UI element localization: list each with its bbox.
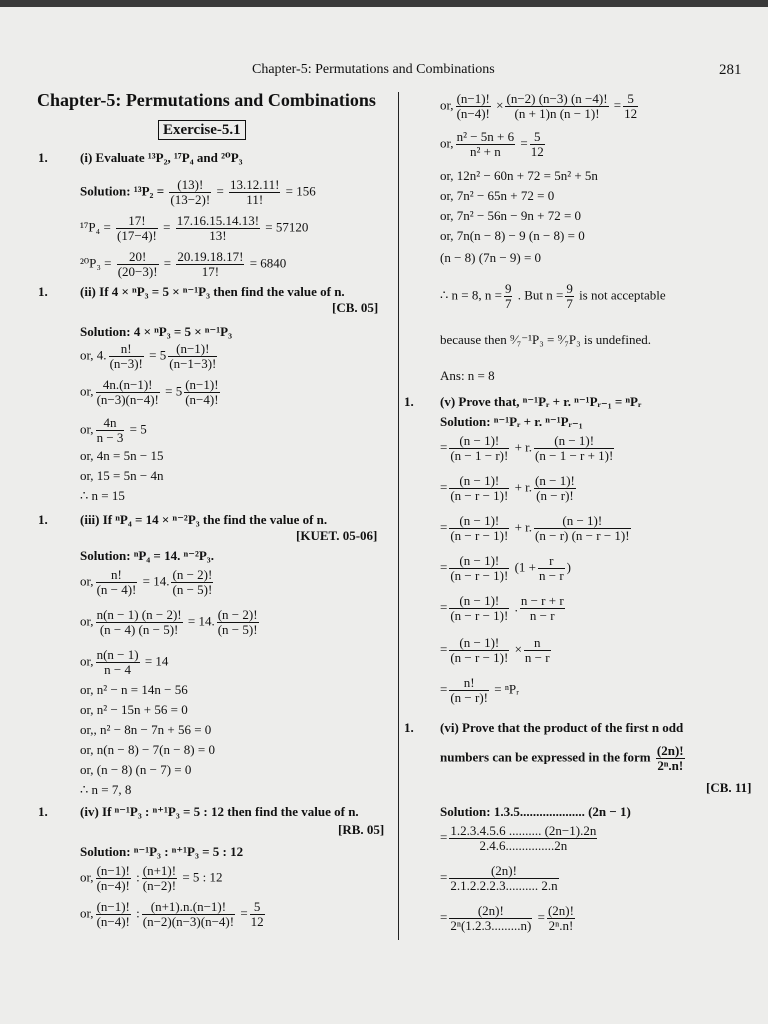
- q2-board-tag: [CB. 05]: [332, 300, 379, 315]
- q3-board-tag: [KUET. 05-06]: [296, 528, 378, 543]
- q2-answer: ∴ n = 15: [80, 488, 125, 503]
- fraction: $\frac{(n - 1)!}{(n - 1 - r + 1)!}$: [535, 433, 614, 463]
- q3-step3: or, $\frac{n(n - 1)}{n - 4}$ = 14: [80, 647, 169, 677]
- q3-solution-label: Solution: ⁿP₄ = 14. ⁿ⁻²P₃.: [80, 548, 214, 563]
- q2-step1: or, 4. $\frac{n!}{(n-3)!}$ = 5 $\frac{(n-1)!}{(n-1-3)!}$: [80, 341, 217, 371]
- q2-question: (ii) If 4 × ⁿP₃ = 5 × ⁿ⁻¹P₃ then find the value of n.: [80, 284, 345, 299]
- q4-cont-step7: or, 7n² − 56n − 9n + 72 = 0: [440, 208, 582, 223]
- fraction: $\frac{5}{12}$: [530, 129, 544, 159]
- q3-step5: or, n² − 15n + 56 = 0: [80, 702, 188, 717]
- q4-board-tag: [RB. 05]: [338, 822, 385, 837]
- q3-step2: or, $\frac{n(n - 1) (n - 2)!}{(n - 4) (n - 5)!}$ = 14. $\frac{(n - 2)!}{(n - 5)!}$: [80, 607, 258, 637]
- fraction: $\frac{n(n - 1) (n - 2)!}{(n - 4) (n - 5)!}$: [96, 607, 182, 637]
- fraction: $\frac{n!}{(n - 4)!}$: [96, 567, 137, 597]
- fraction: $\frac{(n+1).n.(n-1)!}{(n-2)(n-3)(n-4)!}$: [142, 899, 235, 929]
- q5-step7: = $\frac{n!}{(n - r)!}$ = ⁿPᵣ: [440, 675, 520, 705]
- q2-step4: or, 4n = 5n − 15: [80, 448, 164, 463]
- q3-question: (iii) If ⁿP₄ = 14 × ⁿ⁻²P₃ the find the value of n.: [80, 512, 328, 527]
- q3-answer: ∴ n = 7, 8: [80, 782, 132, 797]
- q6-step2: = $\frac{(2n)!}{2.1.2.2.2.3.......... 2.n}$: [440, 863, 558, 893]
- q4-step2: or, $\frac{(n-1)!}{(n-4)!}$ : $\frac{(n+1).n.(n-1)!}{(n-2)(n-3)(n-4)!}$ = $\frac{5}{12}$: [80, 899, 264, 929]
- q5-step6: = $\frac{(n - 1)!}{(n - r - 1)!}$ × $\frac{n}{n - r}$: [440, 635, 550, 665]
- q3-step6: or,, n² − 8n − 7n + 56 = 0: [80, 722, 212, 737]
- fraction: $\frac{(2n)!}{\text{2ⁿ(1.2.3.........n)}}$: [450, 903, 532, 933]
- fraction: $\frac{4n.(n-1)!}{(n-3)(n-4)!}$: [96, 377, 159, 407]
- q2-step2: or, $\frac{4n.(n-1)!}{(n-3)(n-4)!}$ = 5 $\frac{(n-1)!}{(n-4)!}$: [80, 377, 219, 407]
- q5-step2: = $\frac{(n - 1)!}{(n - r - 1)!}$ + r. $\frac{(n - 1)!}{(n - r)!}$: [440, 473, 575, 503]
- q6-number: 1.: [404, 720, 414, 735]
- q1-line-13p2: Solution: ¹³P₂ = $\frac{(13)!}{(13-2)!}$ = $\frac{13.12.11!}{11!}$ = 156: [80, 177, 316, 207]
- fraction: $\frac{5}{12}$: [624, 91, 638, 121]
- fraction: $\frac{4n}{n - 3}$: [96, 415, 124, 445]
- q5-step5: = $\frac{(n - 1)!}{(n - r - 1)!}$ . $\frac{n - r + r}{n - r}$: [440, 593, 564, 623]
- fraction: $\frac{n - r + r}{n - r}$: [520, 593, 564, 623]
- q6-question-line2: numbers can be expressed in the form $\frac{(2n)!}{\text{2ⁿ.n!}}$: [440, 743, 684, 773]
- fraction: $\frac{(n-1)!}{(n-1-3)!}$: [169, 341, 217, 371]
- q3-step7: or, n(n − 8) − 7(n − 8) = 0: [80, 742, 215, 757]
- fraction: $\frac{17.16.15.14.13!}{13!}$: [176, 213, 260, 243]
- fraction: $\frac{20.19.18.17!}{17!}$: [177, 249, 244, 279]
- q4-cont-step11: because then ⁹⁄₇⁻¹P₃ = ⁹⁄₇P₃ is undefined.: [440, 332, 652, 347]
- q5-step4: = $\frac{(n - 1)!}{(n - r - 1)!}$ (1 + $\frac{r}{n - r}$ ): [440, 553, 572, 583]
- q4-cont-step3: or, $\frac{(n-1)!}{(n-4)!}$ × $\frac{(n-2) (n-3) (n -4)!}{(n + 1)n (n - 1)!}$ = $\frac{5}{12}$: [440, 91, 638, 121]
- q4-solution-label: Solution: ⁿ⁻¹P₃ : ⁿ⁺¹P₃ = 5 : 12: [80, 844, 244, 859]
- q4-cont-step9: (n − 8) (7n − 9) = 0: [440, 250, 542, 265]
- fraction: $\frac{(2n)!}{2.1.2.2.2.3.......... 2.n}$: [450, 863, 558, 893]
- q3-step8: or, (n − 8) (n − 7) = 0: [80, 762, 192, 777]
- fraction: $\frac{(n - 2)!}{(n - 5)!}$: [217, 607, 258, 637]
- fraction: $\frac{(2n)!}{\text{2ⁿ.n!}}$: [656, 743, 684, 773]
- q2-step5: or, 15 = 5n − 4n: [80, 468, 164, 483]
- q5-step3: = $\frac{(n - 1)!}{(n - r - 1)!}$ + r. $\frac{(n - 1)!}{(n - r) (n - r - 1)!}$: [440, 513, 630, 543]
- top-edge-bar: [0, 0, 768, 7]
- fraction: $\frac{13.12.11!}{11!}$: [230, 177, 280, 207]
- chapter-title: Chapter-5: Permutations and Combinations: [37, 90, 376, 110]
- q6-solution-label: Solution: 1.3.5.................... (2n − 1): [440, 804, 631, 819]
- q4-cont-step6: or, 7n² − 65n + 72 = 0: [440, 188, 555, 203]
- q4-question: (iv) If ⁿ⁻¹P₃ : ⁿ⁺¹P₃ = 5 : 12 then find the value of n.: [80, 804, 359, 819]
- running-header-chapter: Chapter-5: Permutations and Combinations: [252, 62, 495, 77]
- q2-solution-label: Solution: 4 × ⁿP₃ = 5 × ⁿ⁻¹P₃: [80, 324, 233, 339]
- fraction: $\frac{(2n)!}{\text{2ⁿ.n!}}$: [547, 903, 574, 933]
- fraction: $\frac{17!}{(17-4)!}$: [117, 213, 157, 243]
- q6-board-tag: [CB. 11]: [706, 780, 752, 795]
- fraction: $\frac{(n - 1)!}{(n - r - 1)!}$: [450, 513, 509, 543]
- fraction: $\frac{(n-2) (n-3) (n -4)!}{(n + 1)n (n - 1)!}$: [506, 91, 608, 121]
- q1-number: 1.: [38, 150, 48, 165]
- fraction: $\frac{20!}{(20-3)!}$: [117, 249, 158, 279]
- fraction: $\frac{9}{7}$: [504, 281, 512, 311]
- fraction: $\frac{n}{n - r}$: [524, 635, 550, 665]
- fraction: $\frac{5}{12}$: [250, 899, 264, 929]
- fraction: $\frac{n!}{(n-3)!}$: [109, 341, 143, 371]
- fraction: $\frac{(n - 1)!}{(n - r) (n - r - 1)!}$: [535, 513, 630, 543]
- q4-cont-step10: ∴ n = 8, n = $\frac{9}{7}$ . But n = $\frac{9}{7}$ is not acceptable: [440, 281, 666, 311]
- q5-number: 1.: [404, 394, 414, 409]
- fraction: $\frac{(n+1)!}{(n-2)!}$: [142, 863, 177, 893]
- q4-step1: or, $\frac{(n-1)!}{(n-4)!}$ : $\frac{(n+1)!}{(n-2)!}$ = 5 : 12: [80, 863, 223, 893]
- fraction: $\frac{\text{n² − 5n + 6}}{\text{n² + n}}$: [456, 129, 515, 159]
- q3-step1: or, $\frac{n!}{(n - 4)!}$ = 14. $\frac{(n - 2)!}{(n - 5)!}$: [80, 567, 213, 597]
- fraction: $\frac{r}{n - r}$: [539, 553, 564, 583]
- fraction: $\frac{n!}{(n - r)!}$: [450, 675, 488, 705]
- exercise-heading: Exercise-5.1: [158, 122, 246, 138]
- q6-step1: = $\frac{1.2.3.4.5.6 .......... (2n-1).2n}{2.4.6...............2n}$: [440, 823, 597, 853]
- q4-cont-step8: or, 7n(n − 8) − 9 (n − 8) = 0: [440, 228, 585, 243]
- fraction: $\frac{(n-1)!}{(n-4)!}$: [185, 377, 219, 407]
- q6-step3: = $\frac{(2n)!}{\text{2ⁿ(1.2.3.........n)}}$ = $\frac{(2n)!}{\text{2ⁿ.n!}}$: [440, 903, 574, 933]
- q5-step1: = $\frac{(n - 1)!}{(n - 1 - r)!}$ + r. $\frac{(n - 1)!}{(n - 1 - r + 1)!}$: [440, 433, 614, 463]
- q5-solution-label: Solution: ⁿ⁻¹Pᵣ + r. ⁿ⁻¹Pᵣ₋₁: [440, 414, 583, 429]
- q1-line-17p4: ¹⁷P₄ = $\frac{17!}{(17-4)!}$ = $\frac{17.16.15.14.13!}{13!}$ = 57120: [80, 213, 309, 243]
- fraction: $\frac{1.2.3.4.5.6 .......... (2n-1).2n}{2.4.6...............2n}$: [450, 823, 597, 853]
- fraction: $\frac{(n-1)!}{(n-4)!}$: [456, 91, 490, 121]
- q2-step3: or, $\frac{4n}{n - 3}$ = 5: [80, 415, 147, 445]
- fraction: $\frac{(n-1)!}{(n-4)!}$: [96, 863, 130, 893]
- fraction: $\frac{9}{7}$: [566, 281, 573, 311]
- q4-final-answer: Ans: n = 8: [440, 368, 495, 383]
- q5-question: (v) Prove that, ⁿ⁻¹Pᵣ + r. ⁿ⁻¹Pᵣ₋₁ = ⁿPᵣ: [440, 394, 642, 409]
- fraction: $\frac{(n - 2)!}{(n - 5)!}$: [172, 567, 213, 597]
- fraction: $\frac{(n - 1)!}{(n - r - 1)!}$: [450, 635, 509, 665]
- q6-question: (vi) Prove that the product of the first n odd: [440, 720, 684, 735]
- q1-line-20p3: ²⁰P₃ = $\frac{20!}{(20-3)!}$ = $\frac{20.19.18.17!}{17!}$ = 6840: [80, 249, 287, 279]
- column-divider: [398, 92, 399, 940]
- page-number: 281: [719, 62, 742, 78]
- q2-number: 1.: [38, 284, 48, 299]
- fraction: $\frac{(n - 1)!}{(n - r - 1)!}$: [450, 553, 509, 583]
- q4-cont-step4: or, $\frac{\text{n² − 5n + 6}}{\text{n² + n}}$ = $\frac{5}{12}$: [440, 129, 544, 159]
- fraction: $\frac{(n - 1)!}{(n - r)!}$: [535, 473, 575, 503]
- q4-cont-step5: or, 12n² − 60n + 72 = 5n² + 5n: [440, 168, 598, 183]
- q3-number: 1.: [38, 512, 48, 527]
- fraction: $\frac{(n - 1)!}{(n - r - 1)!}$: [450, 473, 509, 503]
- q1-question: (i) Evaluate ¹³P₂, ¹⁷P₄ and ²⁰P₃: [80, 150, 243, 165]
- q4-number: 1.: [38, 804, 48, 819]
- fraction: $\frac{(n-1)!}{(n-4)!}$: [96, 899, 130, 929]
- fraction: $\frac{n(n - 1)}{n - 4}$: [96, 647, 139, 677]
- fraction: $\frac{(n - 1)!}{(n - r - 1)!}$: [450, 593, 509, 623]
- q3-step4: or, n² − n = 14n − 56: [80, 682, 188, 697]
- fraction: $\frac{(n - 1)!}{(n - 1 - r)!}$: [450, 433, 509, 463]
- fraction: $\frac{(13)!}{(13-2)!}$: [170, 177, 211, 207]
